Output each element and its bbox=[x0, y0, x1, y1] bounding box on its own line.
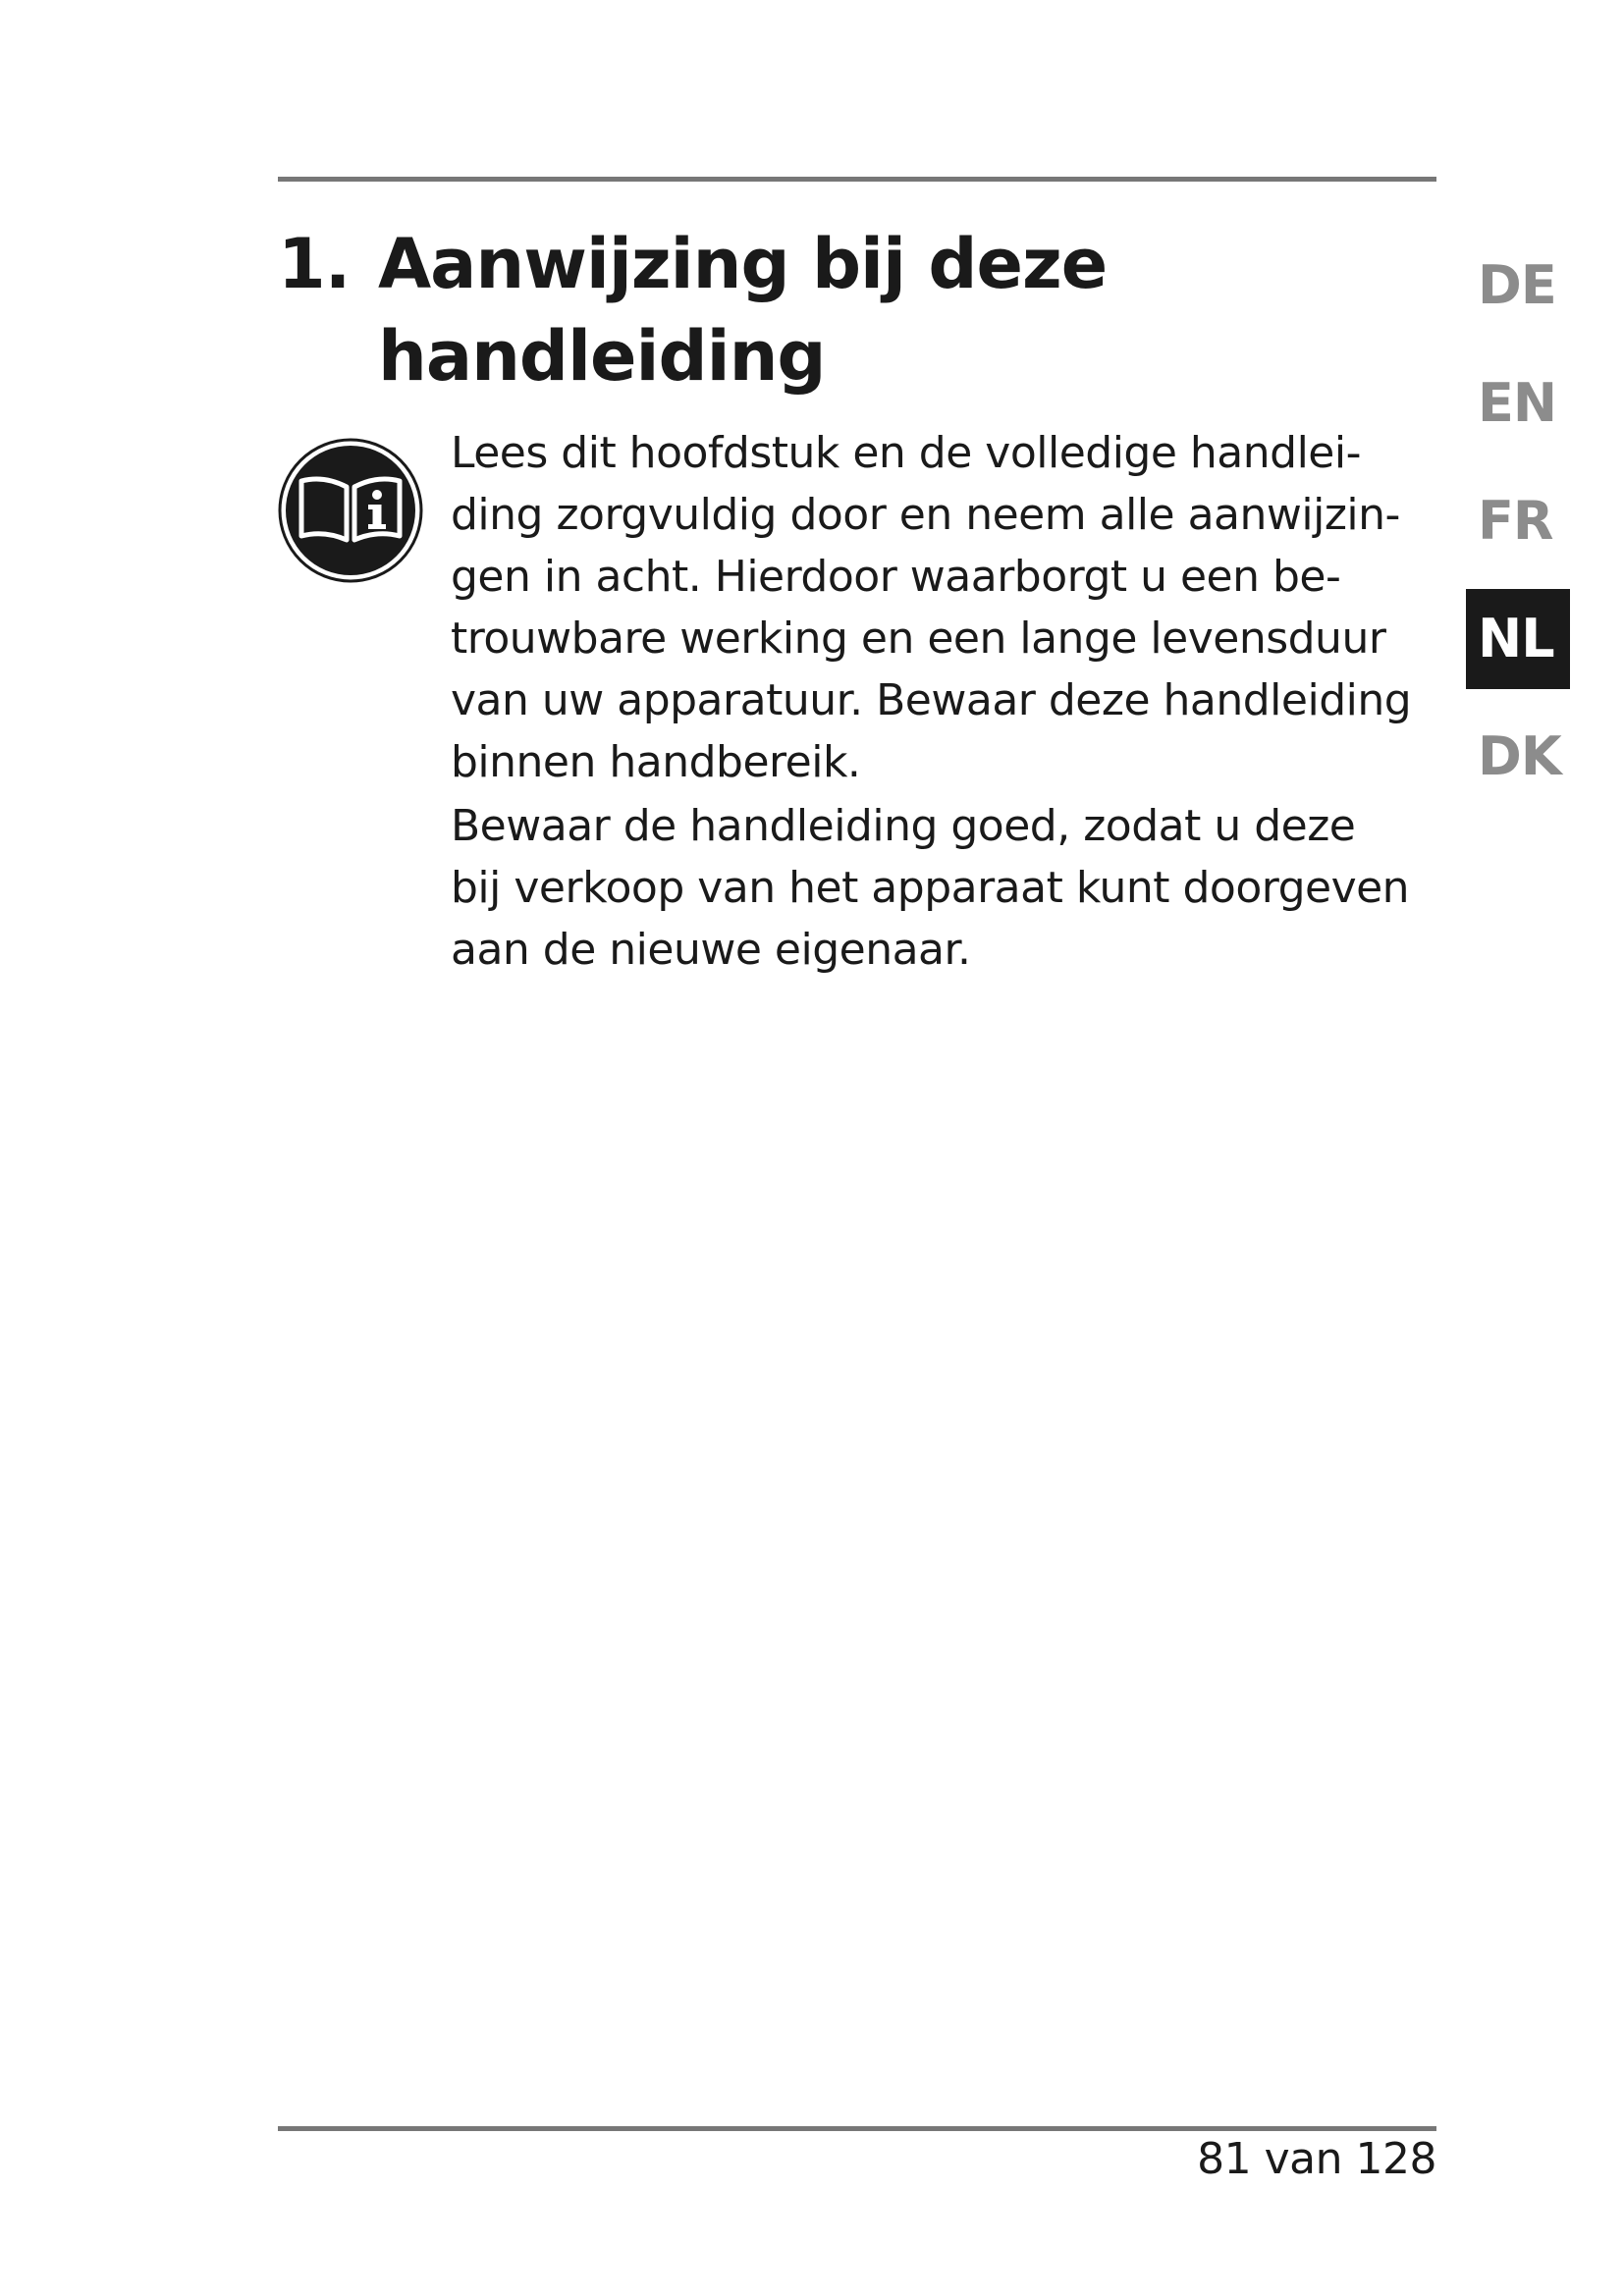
info-manual-icon bbox=[278, 438, 423, 583]
text-line: Lees dit hoofdstuk en de volledige handlei- bbox=[451, 428, 1361, 478]
text-line: binnen handbereik. bbox=[451, 737, 861, 787]
language-tabs bbox=[1466, 236, 1570, 825]
text-line: trouwbare werking en een lange levensduur bbox=[451, 614, 1386, 664]
page-number: 81 van 128 bbox=[1197, 2134, 1436, 2184]
section-title-line-2: handleiding bbox=[378, 316, 826, 397]
paragraph-1 bbox=[451, 422, 1442, 793]
language-tab-en[interactable]: EN bbox=[1478, 372, 1557, 434]
language-tab-nl[interactable]: NL bbox=[1466, 589, 1570, 689]
language-tab-de[interactable]: DE bbox=[1478, 254, 1556, 316]
text-line: Bewaar de handleiding goed, zodat u deze bbox=[451, 801, 1356, 851]
bottom-divider bbox=[278, 2126, 1436, 2131]
body-text bbox=[451, 422, 1442, 981]
paragraph-2 bbox=[451, 795, 1442, 981]
text-line: van uw apparatuur. Bewaar deze handleiding bbox=[451, 675, 1412, 725]
section-heading bbox=[278, 218, 1397, 402]
top-divider bbox=[278, 177, 1436, 182]
section-title-line-1: Aanwijzing bij deze bbox=[378, 224, 1108, 304]
text-line: gen in acht. Hierdoor waarborgt u een be- bbox=[451, 552, 1341, 602]
text-line: ding zorgvuldig door en neem alle aanwijzin- bbox=[451, 490, 1400, 540]
language-tab-fr[interactable]: FR bbox=[1478, 490, 1553, 552]
text-line: bij verkoop van het apparaat kunt doorgeven bbox=[451, 863, 1410, 913]
text-line: aan de nieuwe eigenaar. bbox=[451, 925, 971, 975]
language-tab-dk[interactable]: DK bbox=[1478, 725, 1561, 787]
section-number: 1. bbox=[278, 224, 351, 304]
